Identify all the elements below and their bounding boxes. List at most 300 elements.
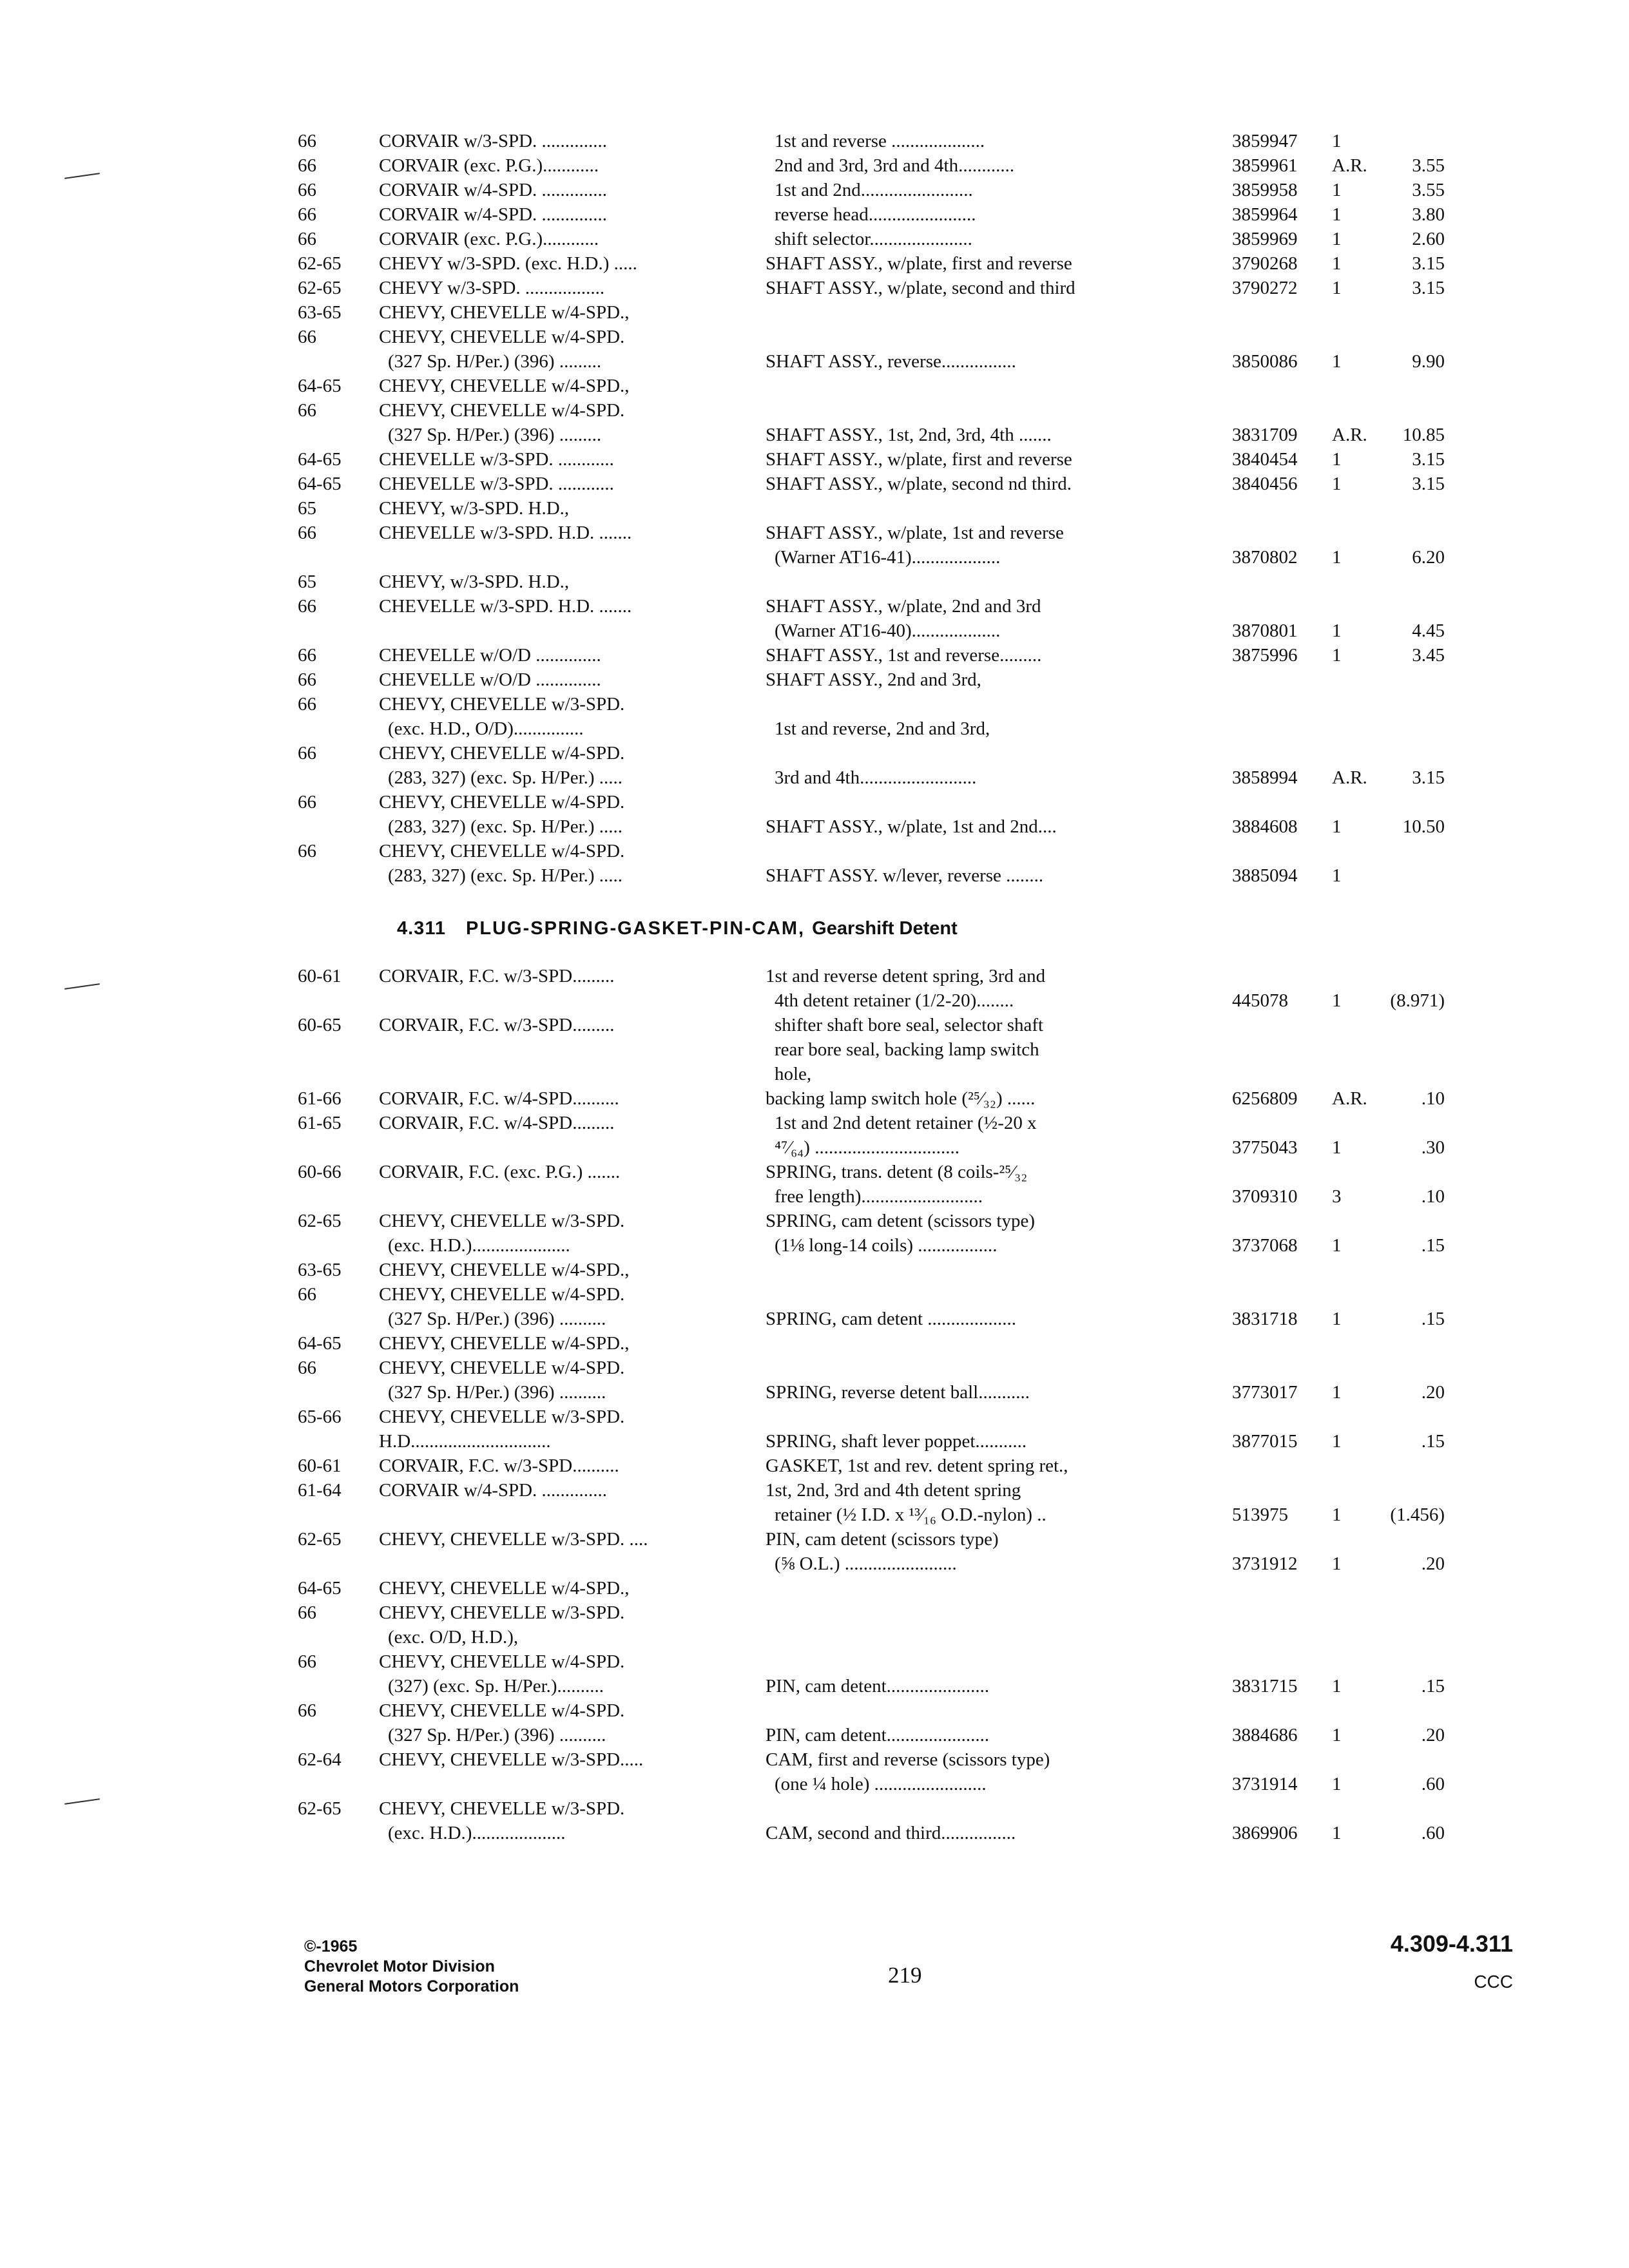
model-year-line: 60-61: [298, 966, 342, 986]
model-application-line: CHEVY, w/3-SPD. H.D.,: [379, 572, 570, 592]
part-description: [766, 276, 1223, 300]
part-number-value: 3885094: [1232, 865, 1298, 886]
price-value: .10: [1421, 1088, 1445, 1109]
price: [1377, 202, 1445, 227]
quantity-value: 1: [1332, 1235, 1342, 1256]
part-number: [1223, 1698, 1332, 1747]
model-year-line: [298, 1429, 379, 1454]
part-number-value: 3790268: [1232, 253, 1298, 274]
model-year-line: [298, 423, 379, 447]
part-number-value: 3884608: [1232, 816, 1298, 837]
part-description: [766, 1405, 1223, 1454]
quantity: [1332, 1478, 1377, 1527]
model-application-line: CHEVY, CHEVELLE w/4-SPD.: [379, 1358, 625, 1378]
part-description: [766, 1796, 1223, 1845]
part-description: [766, 1698, 1223, 1747]
part-number-value: 3877015: [1232, 1431, 1298, 1452]
part-number: [1223, 1086, 1332, 1111]
part-number-value: 6256809: [1232, 1088, 1298, 1109]
model-year-line: [298, 1772, 379, 1796]
model-application-line: CHEVY, CHEVELLE w/4-SPD.: [379, 327, 625, 347]
part-number-value: 3831715: [1232, 1676, 1298, 1696]
section-title: PLUG-SPRING-GASKET-PIN-CAM,: [466, 918, 805, 939]
part-description-line: SPRING, cam detent (scissors type): [766, 1211, 1036, 1231]
part-description: [766, 1013, 1223, 1086]
part-description-line: [766, 1282, 1223, 1307]
part-description: [766, 668, 1223, 692]
part-description-line: GASKET, 1st and rev. detent spring ret.,: [766, 1456, 1068, 1476]
part-number: [1223, 1576, 1332, 1625]
part-description-line: 1st, 2nd, 3rd and 4th detent spring: [766, 1480, 1021, 1501]
price-value: 3.15: [1412, 474, 1445, 494]
quantity-value: 1: [1332, 1382, 1342, 1403]
model-year: [298, 1576, 379, 1649]
model-year: [298, 668, 379, 692]
model-year-line: 65: [298, 572, 316, 592]
model-year-line: 61-64: [298, 1480, 342, 1501]
model-application-line: CORVAIR, F.C. w/4-SPD.........: [379, 1113, 615, 1133]
model-application-line: CHEVY, CHEVELLE w/3-SPD.: [379, 1602, 625, 1623]
part-description-line: [766, 1698, 1223, 1723]
model-year-line: 64-65: [298, 1333, 342, 1354]
model-year: [298, 1649, 379, 1698]
model-application: [379, 1258, 766, 1331]
model-year: [298, 741, 379, 790]
model-year: [298, 1527, 379, 1576]
part-number: [1223, 1747, 1332, 1796]
part-description-line: free length)..........................: [775, 1186, 983, 1207]
model-application-line: (283, 327) (exc. Sp. H/Per.) .....: [388, 816, 623, 837]
price: [1377, 1405, 1445, 1454]
copyright: ©-1965: [304, 1937, 358, 1956]
part-description-line: [766, 1258, 1223, 1282]
model-application-line: CHEVY, CHEVELLE w/4-SPD.,: [379, 1260, 630, 1280]
margin-mark: [64, 1798, 100, 1805]
part-number: [1223, 1527, 1332, 1576]
catalog-code: CCC: [1474, 1972, 1513, 1992]
table-row: [298, 1405, 1458, 1454]
quantity: [1332, 178, 1377, 202]
model-year: [298, 790, 379, 839]
part-description-line: SPRING, reverse detent ball...........: [766, 1382, 1030, 1403]
model-year-line: 66: [298, 1602, 316, 1623]
quantity-value: 1: [1332, 620, 1342, 641]
footer-publisher: [304, 1937, 519, 1997]
table-row: [298, 1454, 1458, 1478]
quantity-value: A.R.: [1332, 425, 1367, 445]
model-year: [298, 129, 379, 153]
part-description-line: SPRING, cam detent ...................: [766, 1309, 1017, 1329]
part-description: [766, 1160, 1223, 1209]
price: [1377, 1111, 1445, 1160]
model-year-line: [298, 1723, 379, 1747]
model-year: [298, 692, 379, 741]
model-year: [298, 1086, 379, 1111]
price: [1377, 178, 1445, 202]
part-number-value: 3840456: [1232, 474, 1298, 494]
part-description: [766, 839, 1223, 888]
model-year-line: 66: [298, 1651, 316, 1672]
quantity: [1332, 839, 1377, 888]
part-number: [1223, 129, 1332, 153]
model-application: [379, 1649, 766, 1698]
part-description-line: [766, 496, 1223, 521]
price: [1377, 839, 1445, 863]
part-description-line: [766, 1331, 1223, 1356]
price: [1377, 1331, 1445, 1405]
part-description-line: 1st and reverse detent spring, 3rd and: [766, 966, 1046, 986]
model-application: [379, 227, 766, 251]
model-year: [298, 472, 379, 496]
part-description-line: [766, 692, 1223, 716]
price-value: .20: [1421, 1553, 1445, 1574]
part-number: [1223, 276, 1332, 300]
quantity-value: 1: [1332, 180, 1342, 200]
model-application-line: [379, 1552, 766, 1576]
model-year: [298, 1405, 379, 1454]
model-year: [298, 570, 379, 643]
part-description: [766, 1331, 1223, 1405]
quantity-value: 1: [1332, 351, 1342, 372]
part-number: [1223, 227, 1332, 251]
part-number-value: 3859969: [1232, 229, 1298, 249]
model-application-line: CHEVY, CHEVELLE w/4-SPD.: [379, 400, 625, 421]
table-row: [298, 1796, 1458, 1845]
price: [1377, 1478, 1445, 1527]
part-description-line: retainer (½ I.D. x ¹³⁄₁₆ O.D.-nylon) ..: [775, 1504, 1046, 1525]
quantity-value: 3: [1332, 1186, 1342, 1207]
price: [1377, 153, 1445, 178]
price-value: 3.15: [1412, 767, 1445, 788]
model-year-line: [298, 349, 379, 374]
model-year-line: 62-65: [298, 1798, 342, 1819]
quantity: [1332, 1405, 1377, 1454]
price: [1377, 472, 1445, 496]
model-application-line: (exc. H.D., O/D)...............: [388, 718, 584, 739]
quantity-value: 1: [1332, 1504, 1342, 1525]
model-year-line: [298, 1233, 379, 1258]
model-year-line: [298, 1625, 379, 1649]
model-application: [379, 741, 766, 790]
part-number: [1223, 1405, 1332, 1454]
part-number: [1223, 1111, 1332, 1160]
price-value: .15: [1421, 1431, 1445, 1452]
part-number-value: 3869906: [1232, 1823, 1298, 1843]
model-application-line: CHEVY, CHEVELLE w/4-SPD.: [379, 1700, 625, 1721]
part-number: [1223, 1013, 1332, 1062]
quantity-value: 1: [1332, 1309, 1342, 1329]
price: [1377, 964, 1445, 1013]
price: [1377, 227, 1445, 251]
model-application: [379, 251, 766, 276]
quantity: [1332, 153, 1377, 178]
quantity: [1332, 1698, 1377, 1747]
quantity: [1332, 251, 1377, 276]
part-number: [1223, 1160, 1332, 1209]
part-description-line: [766, 1576, 1223, 1600]
model-application: [379, 1454, 766, 1478]
model-application-line: (exc. O/D, H.D.),: [388, 1627, 519, 1648]
model-year: [298, 153, 379, 178]
model-application-line: (327 Sp. H/Per.) (396) ..........: [388, 1309, 606, 1329]
part-number: [1223, 839, 1332, 888]
part-description-line: [766, 741, 1223, 765]
model-year-line: [298, 1135, 379, 1160]
part-description: [766, 1111, 1223, 1160]
part-number-value: 3859961: [1232, 155, 1298, 176]
quantity-value: 1: [1332, 1553, 1342, 1574]
model-year-line: 63-65: [298, 1260, 342, 1280]
model-year-line: 66: [298, 596, 316, 617]
part-number-value: 3709310: [1232, 1186, 1298, 1207]
quantity: [1332, 1086, 1377, 1111]
quantity-value: A.R.: [1332, 767, 1367, 788]
price: [1377, 692, 1445, 716]
model-year-line: 66: [298, 229, 316, 249]
model-application-line: CHEVY, CHEVELLE w/4-SPD.: [379, 792, 625, 812]
model-application-line: CORVAIR (exc. P.G.)............: [379, 229, 599, 249]
model-application-line: CHEVY w/3-SPD. .................: [379, 278, 605, 298]
model-year: [298, 1331, 379, 1405]
price-value: 3.45: [1412, 645, 1445, 666]
part-description-line: SHAFT ASSY., reverse................: [766, 351, 1016, 372]
model-application-line: CHEVELLE w/3-SPD. ............: [379, 474, 614, 494]
model-application: [379, 570, 766, 643]
price: [1377, 1258, 1445, 1331]
model-year: [298, 178, 379, 202]
part-description: [766, 1527, 1223, 1576]
model-year-line: 64-65: [298, 1578, 342, 1599]
part-description: [766, 1478, 1223, 1527]
model-year-line: [298, 1307, 379, 1331]
price: [1377, 1527, 1445, 1576]
quantity: [1332, 1258, 1377, 1331]
model-application-line: (327 Sp. H/Per.) (396) ..........: [388, 1725, 606, 1745]
model-application-line: CHEVY, CHEVELLE w/3-SPD.: [379, 1798, 625, 1819]
part-description-line: [766, 1600, 1223, 1625]
model-application-line: CORVAIR (exc. P.G.)............: [379, 155, 599, 176]
part-description-line: [766, 374, 1223, 398]
part-description-line: 3rd and 4th.........................: [775, 767, 977, 788]
model-year: [298, 1111, 379, 1160]
table-row: [298, 570, 1458, 643]
price: [1377, 447, 1445, 472]
part-description-line: [766, 570, 1223, 594]
model-year: [298, 1478, 379, 1527]
model-year: [298, 227, 379, 251]
price-value: 2.60: [1412, 229, 1445, 249]
model-application: [379, 1160, 766, 1209]
model-application: [379, 1209, 766, 1258]
model-year-line: 62-65: [298, 1211, 342, 1231]
model-application-line: CHEVY, w/3-SPD. H.D.,: [379, 498, 570, 519]
model-application: [379, 1527, 766, 1576]
table-row: [298, 1013, 1458, 1086]
quantity: [1332, 374, 1377, 447]
part-number: [1223, 1478, 1332, 1527]
section-subtitle: Gearshift Detent: [812, 918, 958, 939]
part-description-line: 4th detent retainer (1/2-20)........: [775, 990, 1014, 1011]
model-year-line: 66: [298, 841, 316, 861]
price-value: .15: [1421, 1676, 1445, 1696]
table-row: [298, 643, 1458, 668]
part-number: [1223, 1209, 1332, 1258]
price-value: .20: [1421, 1382, 1445, 1403]
model-application: [379, 692, 766, 741]
table-row: [298, 790, 1458, 839]
model-application-line: (exc. H.D.).....................: [388, 1235, 570, 1256]
model-year-line: 66: [298, 669, 316, 690]
quantity: [1332, 1649, 1377, 1698]
quantity-value: 1: [1332, 131, 1342, 151]
model-year-line: 61-65: [298, 1113, 342, 1133]
model-year: [298, 251, 379, 276]
part-number-value: 3737068: [1232, 1235, 1298, 1256]
model-year-line: 60-61: [298, 1456, 342, 1476]
part-description-line: (Warner AT16-41)...................: [775, 547, 1001, 568]
part-number-value: 3859947: [1232, 131, 1298, 151]
quantity: [1332, 1013, 1377, 1062]
price-value: .15: [1421, 1309, 1445, 1329]
price-value: .30: [1421, 1137, 1445, 1158]
quantity: [1332, 227, 1377, 251]
price: [1377, 1086, 1445, 1111]
part-number: [1223, 964, 1332, 1013]
table-row: [298, 1576, 1458, 1649]
model-application: [379, 790, 766, 839]
quantity: [1332, 1576, 1377, 1625]
part-description-line: shift selector......................: [775, 229, 972, 249]
part-description-line: (one ¼ hole) ........................: [775, 1774, 987, 1794]
model-application-line: CORVAIR w/4-SPD. ..............: [379, 1480, 608, 1501]
part-description: [766, 300, 1223, 374]
quantity: [1332, 1209, 1377, 1258]
table-row: [298, 374, 1458, 447]
model-year-line: [298, 988, 379, 1013]
model-application-line: CORVAIR w/4-SPD. ..............: [379, 204, 608, 225]
model-year: [298, 447, 379, 472]
part-number: [1223, 472, 1332, 496]
quantity: [1332, 1527, 1377, 1576]
part-description-line: CAM, first and reverse (scissors type): [766, 1749, 1050, 1770]
model-year: [298, 1796, 379, 1845]
model-application-line: (327) (exc. Sp. H/Per.)..........: [388, 1676, 604, 1696]
part-description: [766, 692, 1223, 741]
part-description-line: PIN, cam detent......................: [766, 1676, 990, 1696]
quantity-value: 1: [1332, 278, 1342, 298]
model-year: [298, 643, 379, 668]
table-row: [298, 1649, 1458, 1698]
part-number: [1223, 496, 1332, 570]
price-value: 6.20: [1412, 547, 1445, 568]
price: [1377, 374, 1445, 447]
model-application-line: CHEVY, CHEVELLE w/3-SPD. ....: [379, 1529, 648, 1550]
division-name: Chevrolet Motor Division: [304, 1957, 495, 1975]
table-row: [298, 668, 1458, 692]
quantity-value: 1: [1332, 816, 1342, 837]
part-description-line: backing lamp switch hole (²⁵⁄₃₂) ......: [766, 1088, 1036, 1109]
model-application: [379, 202, 766, 227]
part-number: [1223, 692, 1332, 716]
model-year: [298, 1160, 379, 1209]
model-year: [298, 202, 379, 227]
part-number-value: 3731914: [1232, 1774, 1298, 1794]
part-number: [1223, 741, 1332, 790]
model-application-line: CORVAIR, F.C. w/3-SPD..........: [379, 1456, 619, 1476]
table-row: [298, 472, 1458, 496]
price: [1377, 276, 1445, 300]
part-number-value: 3870801: [1232, 620, 1298, 641]
part-description-line: [766, 1649, 1223, 1674]
part-description-line: SHAFT ASSY., w/plate, first and reverse: [766, 253, 1072, 274]
price-value: (8.971): [1390, 990, 1445, 1011]
quantity: [1332, 472, 1377, 496]
model-year: [298, 1698, 379, 1747]
price: [1377, 496, 1445, 570]
part-number-value: 3831718: [1232, 1309, 1298, 1329]
part-number: [1223, 790, 1332, 839]
quantity-value: 1: [1332, 1137, 1342, 1158]
quantity: [1332, 1796, 1377, 1845]
part-description-line: [766, 1405, 1223, 1429]
model-application-line: CHEVY, CHEVELLE w/4-SPD.: [379, 1284, 625, 1305]
table-row: [298, 276, 1458, 300]
part-number: [1223, 1796, 1332, 1845]
table-row: [298, 839, 1458, 888]
model-year-line: 66: [298, 204, 316, 225]
price: [1377, 1649, 1445, 1698]
table-row: [298, 447, 1458, 472]
part-description-line: SHAFT ASSY., w/plate, 1st and reverse: [766, 523, 1064, 543]
model-year-line: 66: [298, 1358, 316, 1378]
page-number: 219: [888, 1963, 922, 1988]
model-year-line: 60-65: [298, 1015, 342, 1035]
table-row: [298, 1527, 1458, 1576]
model-application-line: CORVAIR, F.C. w/4-SPD..........: [379, 1088, 619, 1109]
part-description: [766, 964, 1223, 1013]
price-value: 3.15: [1412, 278, 1445, 298]
quantity: [1332, 1111, 1377, 1160]
price-value: 9.90: [1412, 351, 1445, 372]
part-number: [1223, 447, 1332, 472]
model-year-line: 63-65: [298, 302, 342, 323]
model-application-line: CHEVELLE w/3-SPD. H.D. .......: [379, 596, 632, 617]
model-application: [379, 1013, 766, 1086]
quantity: [1332, 129, 1377, 153]
model-application-line: CHEVY, CHEVELLE w/4-SPD.: [379, 743, 625, 764]
model-year: [298, 300, 379, 374]
part-description-line: SHAFT ASSY., 1st and reverse.........: [766, 645, 1042, 666]
model-application: [379, 178, 766, 202]
table-row: [298, 1331, 1458, 1405]
part-description-line: 1st and reverse, 2nd and 3rd,: [775, 718, 990, 739]
table-row: [298, 1160, 1458, 1209]
part-number-value: 3859964: [1232, 204, 1298, 225]
price-value: 3.15: [1412, 449, 1445, 470]
table-row: [298, 1086, 1458, 1111]
quantity: [1332, 447, 1377, 472]
model-year: [298, 1747, 379, 1796]
part-number: [1223, 643, 1332, 668]
part-number: [1223, 251, 1332, 276]
quantity-value: 1: [1332, 1774, 1342, 1794]
part-description-line: (⅝ O.L.) ........................: [775, 1553, 957, 1574]
part-description: [766, 1454, 1223, 1478]
model-year-line: [298, 1380, 379, 1405]
model-application-line: CHEVY, CHEVELLE w/3-SPD.: [379, 1407, 625, 1427]
part-description-line: SHAFT ASSY., w/plate, 1st and 2nd....: [766, 816, 1057, 837]
price: [1377, 741, 1445, 790]
